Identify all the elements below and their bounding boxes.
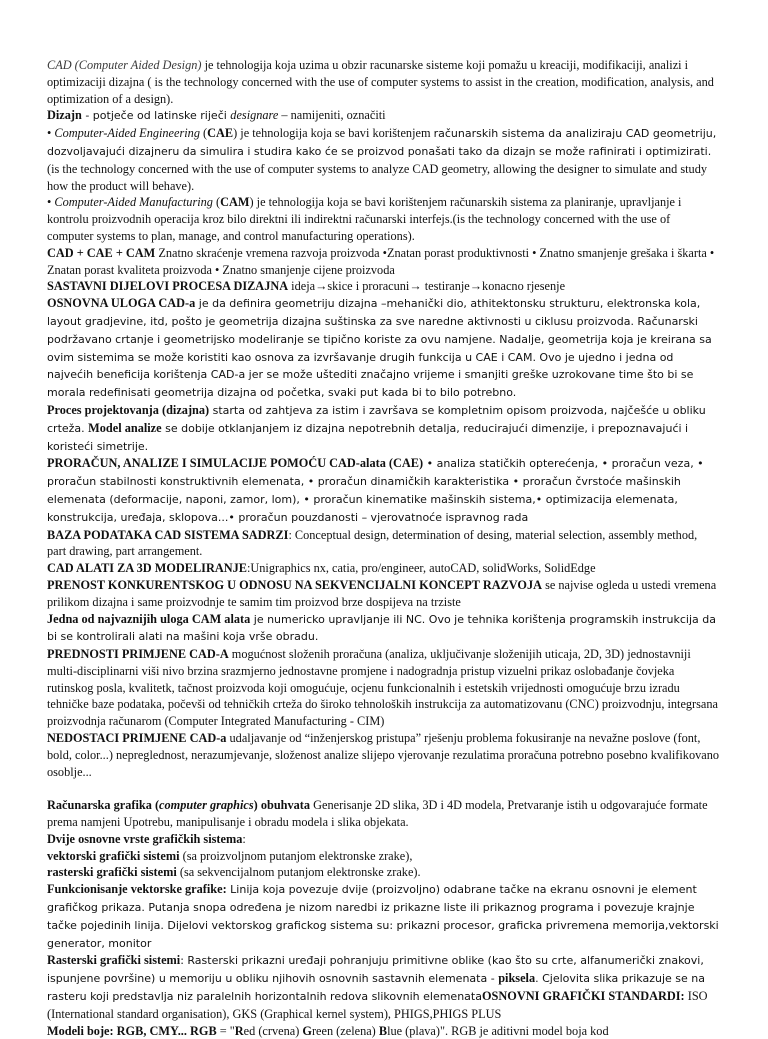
bold-term: rasterski grafički sistemi (47, 865, 177, 880)
paragraph (47, 527, 719, 561)
document-page (47, 57, 719, 1039)
text-run: se najvise ogleda u ustedi vremena prilikom dizajna i same proizvodnje te samim tim proizvod brze dospijeva na trziste (47, 577, 717, 609)
bold-term: B (378, 1023, 388, 1038)
text-run: • (47, 195, 55, 210)
paragraph-gap (47, 780, 719, 797)
text-run: Linija koja povezuje dvije (proizvoljno) odabrane tačke na ekranu osnovni je element grafičkog prikaza. Putanja snopa određena je nizom naredbi iz prikazne liste ili prikaznog programa i povezuje krajnje tačke pojedinih linija. Dijelovi vektorskog grafickog sistema su: prikazni procesor, graficka privremena memorija,vektorski generator, monitor (47, 883, 719, 950)
bold-term: PREDNOSTI PRIMJENE CAD-A (47, 647, 229, 662)
text-run: (sa sekvencijalnom putanjom elektronske zrake). (176, 865, 421, 880)
text-run: Computer-Aided Manufacturing (54, 195, 213, 210)
paragraph (47, 194, 719, 244)
paragraph (47, 295, 719, 402)
text-run: je da definira geometriju dizajna –mehanički dio, athitektonsku strukturu, elektronska kola, layout gradjevine, itd, pošto je geometrija dizajna suštinska za sve naredne aktivnosti u ciklusu proizvoda. Računarski podržavano crtanje i geometrijsko modeliranje se tipično koriste za ovu namjene. Nadalje, geometrija koja je kreirana sa ovim sistemima se može koristiti kao osnova za izvršavanje drugih funkcija u CAE i CAM. Ovo je ujedno i jedna od najvećih beneficija korištenja CAD-a jer se može uštediti značajno vrijeme i smanjiti greške uzrokovane time što bi se morala redefinisati geometrija dizajna od početka, svaki put kada bi to bilo potrebno. (47, 297, 712, 400)
bold-term: OSNOVNI GRAFIČKI STANDARDI: (481, 989, 685, 1004)
text-run: : Rasterski prikazni uređaji pohranjuju primitivne oblike (kao što su crte, alfanumerički znakovi, ispunjene površine) u memoriju u obliku njihovih osnovnih sastavnih elemenata - (47, 954, 704, 986)
text-run: je numericko upravljanje ili NC. Ovo je tehnika korištenja programskih instrukcija da bi se kontrolirali alati na mašini koja vrše obradu. (47, 612, 716, 644)
bold-term: computer graphics (159, 798, 254, 813)
bold-term: Računarska grafika ( (47, 798, 160, 813)
bold-term: PRORAČUN, ANALIZE I SIMULACIJE POMOĆU CAD-alata (CAE) (47, 456, 424, 471)
paragraph (47, 864, 719, 881)
bold-term: Jedna od najvaznijih uloga CAM alata (47, 611, 251, 626)
bold-term: piksela (498, 971, 536, 986)
paragraph (47, 611, 719, 647)
paragraph (47, 952, 719, 1022)
text-run: se dobije otklanjanjem iz dizajna nepotrebnih detalja, reducirajući dimenzije, i prepoznavajući i koristeći simetrije. (47, 421, 689, 453)
bold-term: Modeli boje: RGB, CMY... RGB (47, 1023, 217, 1038)
text-run: • analiza statičkih opterećenja, • proračun veza, • proračun stabilnosti konstruktivnih elemenata, • proračun dinamičkih karakteristika • proračun čvrstoće mašinskih elemenata (deformacije, naponi, zamor, lom), • proračun kinematike mašinskih sistema,• optimizacija elemenata, konstrukcija, uređaja, sklopova...• proračun pouzdanosti – vjerovatnoće ispravnog rada (47, 457, 704, 524)
bold-term: NEDOSTACI PRIMJENE CAD-a (47, 731, 227, 746)
paragraph (47, 402, 719, 455)
bold-term: CAD + CAE + CAM (47, 245, 156, 260)
text-run: (is the technology concerned with the use of computer systems to analyze CAD geometry, allowing the designer to simulate and study how the product will behave). (47, 161, 707, 193)
text-run: Znatno skraćenje vremena razvoja proizvoda •Znatan porast produktivnosti • Znatno smanjenje grešaka i škarta • Znatan porast kvaliteta proizvoda • Znatno smanjenje cijene proizvoda (47, 245, 715, 277)
paragraph (47, 646, 719, 730)
bold-term: Rasterski grafički sistemi (47, 953, 181, 968)
text-run: designare (230, 108, 279, 123)
text-run: ( (212, 195, 221, 210)
bold-term: CAM (220, 195, 250, 210)
text-run: = " (216, 1023, 235, 1038)
bold-term: Model analize (88, 420, 162, 435)
text-run: Generisanje 2D slika, 3D i 4D modela, Pretvaranje istih u odgovarajuće formate prema namjeni Upotrebu, manipulisanje i obradu modela i slika objekata. (47, 798, 708, 830)
text-run: : Conceptual design, determination of desing, material selection, assembly method, part drawing, part arrangement. (47, 527, 698, 559)
paragraph (47, 848, 719, 865)
text-run: ) je tehnologija koja se bavi korištenjem računarskih sistema za planiranje, upravljanje i kontrolu proizvodnih operacija kroz bilo direktni ili indirektni računarski interfejs.(is the technology concerned with the use of computer systems to plan, manage, and control manufacturing operations). (47, 195, 682, 243)
bold-term: Dizajn (47, 108, 82, 123)
paragraph (47, 455, 719, 526)
paragraph (47, 797, 719, 831)
bold-term: Proces projektovanja (dizajna) (47, 402, 210, 417)
text-run: ( (199, 126, 208, 141)
text-run: . Cjelovita slika prikazuje se na rasteru koji predstavlja niz paralelnih horizontalnih redova slikovnih elemenata (47, 972, 706, 1004)
text-run: ) je tehnologija koja se bavi korištenjem (233, 126, 434, 141)
text-run: lue (plava)". RGB je aditivni model boja kod (387, 1023, 609, 1038)
text-run: Computer-Aided Engineering (54, 126, 200, 141)
paragraph (47, 577, 719, 611)
paragraph (47, 57, 719, 107)
text-run: CAD (Computer Aided Design) (47, 58, 202, 72)
text-run: - potječe od latinske riječi (81, 109, 231, 123)
paragraph (47, 107, 719, 125)
bold-term: vektorski grafički sistemi (47, 848, 180, 863)
text-run: je tehnologija koja uzima u obzir racunarske sisteme koji pomažu u kreaciji, modifikaciji, analizi i optimizaciji dizajna ( is the technology concerned with the use of computer systems to assist in the creation, modification, analysis, and optimization of a design). (47, 58, 714, 106)
paragraph (47, 1023, 719, 1039)
paragraph (47, 831, 719, 848)
bold-term: G (302, 1023, 312, 1038)
bold-term: SASTAVNI DIJELOVI PROCESA DIZAJNA (47, 279, 289, 294)
paragraph (47, 730, 719, 780)
bold-term: Dvije osnovne vrste grafičkih sistema (47, 831, 243, 846)
bold-term: CAD ALATI ZA 3D MODELIRANJE (47, 561, 247, 576)
bold-term: Funkcionisanje vektorske grafike: (47, 882, 227, 897)
paragraph (47, 125, 719, 194)
text-run: – namijeniti, označiti (278, 108, 386, 123)
paragraph (47, 881, 719, 952)
text-run: reen (zelena) (311, 1023, 379, 1038)
text-run: starta od zahtjeva za istim i završava se kompletnim opisom proizvoda, najčešće u obliku crteža. (47, 403, 706, 435)
text-run: :Unigraphics nx, catia, pro/engineer, autoCAD, solidWorks, SolidEdge (246, 561, 596, 576)
text-run: : (242, 831, 246, 846)
text-run: ideja→skice i proracuni→ testiranje→konacno rjesenje (288, 279, 566, 294)
text-run: računarskih sistema da analiziraju CAD geometriju, dozvoljavajući dizajneru da simulira i studira kako će se proizvod ponašati tako da dizajn se može rafinirati i optimizirati. (47, 127, 717, 158)
paragraph (47, 245, 719, 279)
bold-term: ) obuhvata (253, 798, 311, 813)
text-run: udaljavanje od “inženjerskog pristupa” rješenju problema fokusiranje na nevažne poslove (font, bold, color...) nepreglednost, nerazumjevanje, složenost analize slijepo vjerovanje rezulatima proračuna potrebno posebno kvalifikovano osoblje... (47, 731, 719, 779)
paragraph (47, 278, 719, 295)
bold-term: PRENOST KONKURENTSKOG U ODNOSU NA SEKVENCIJALNI KONCEPT RAZVOJA (47, 577, 543, 592)
text-run: ISO (International standard organisation), GKS (Graphical kernel system), PHIGS,PHIGS PLUS (47, 989, 708, 1021)
bold-term: OSNOVNA ULOGA CAD-a (47, 296, 196, 311)
bold-term: BAZA PODATAKA CAD SISTEMA SADRZI (47, 527, 289, 542)
text-run: mogućnost složenih proračuna (analiza, uključivanje složenijih uticaja, 2D, 3D) jednostavniji multi-disciplinarni viši nivo brzina srazmjerno jednostavne promjene i nadogradnja pristup vizuelni prikaz oslobađanje čovjeka rutinskog posla, kvalitetk, tačnost proizvoda koji omogućuje, ocjenu funkcionalnih i estetskih vrijednosti omogućuje brzu izradu tehničke baze podataka, počevši od tehničkih crteža do široko tehnoloških instrukcija za automatizovanu (CNC) proizvodnju, integrsana proizvodnja računarom (Computer Integrated Manufacturing - CIM) (47, 647, 718, 729)
paragraph (47, 560, 719, 577)
text-run: • (47, 126, 55, 141)
bold-term: R (234, 1023, 244, 1038)
text-run: (sa proizvoljnom putanjom elektronske zrake), (179, 848, 413, 863)
bold-term: CAE (207, 126, 234, 141)
text-run: ed (crvena) (243, 1023, 303, 1038)
